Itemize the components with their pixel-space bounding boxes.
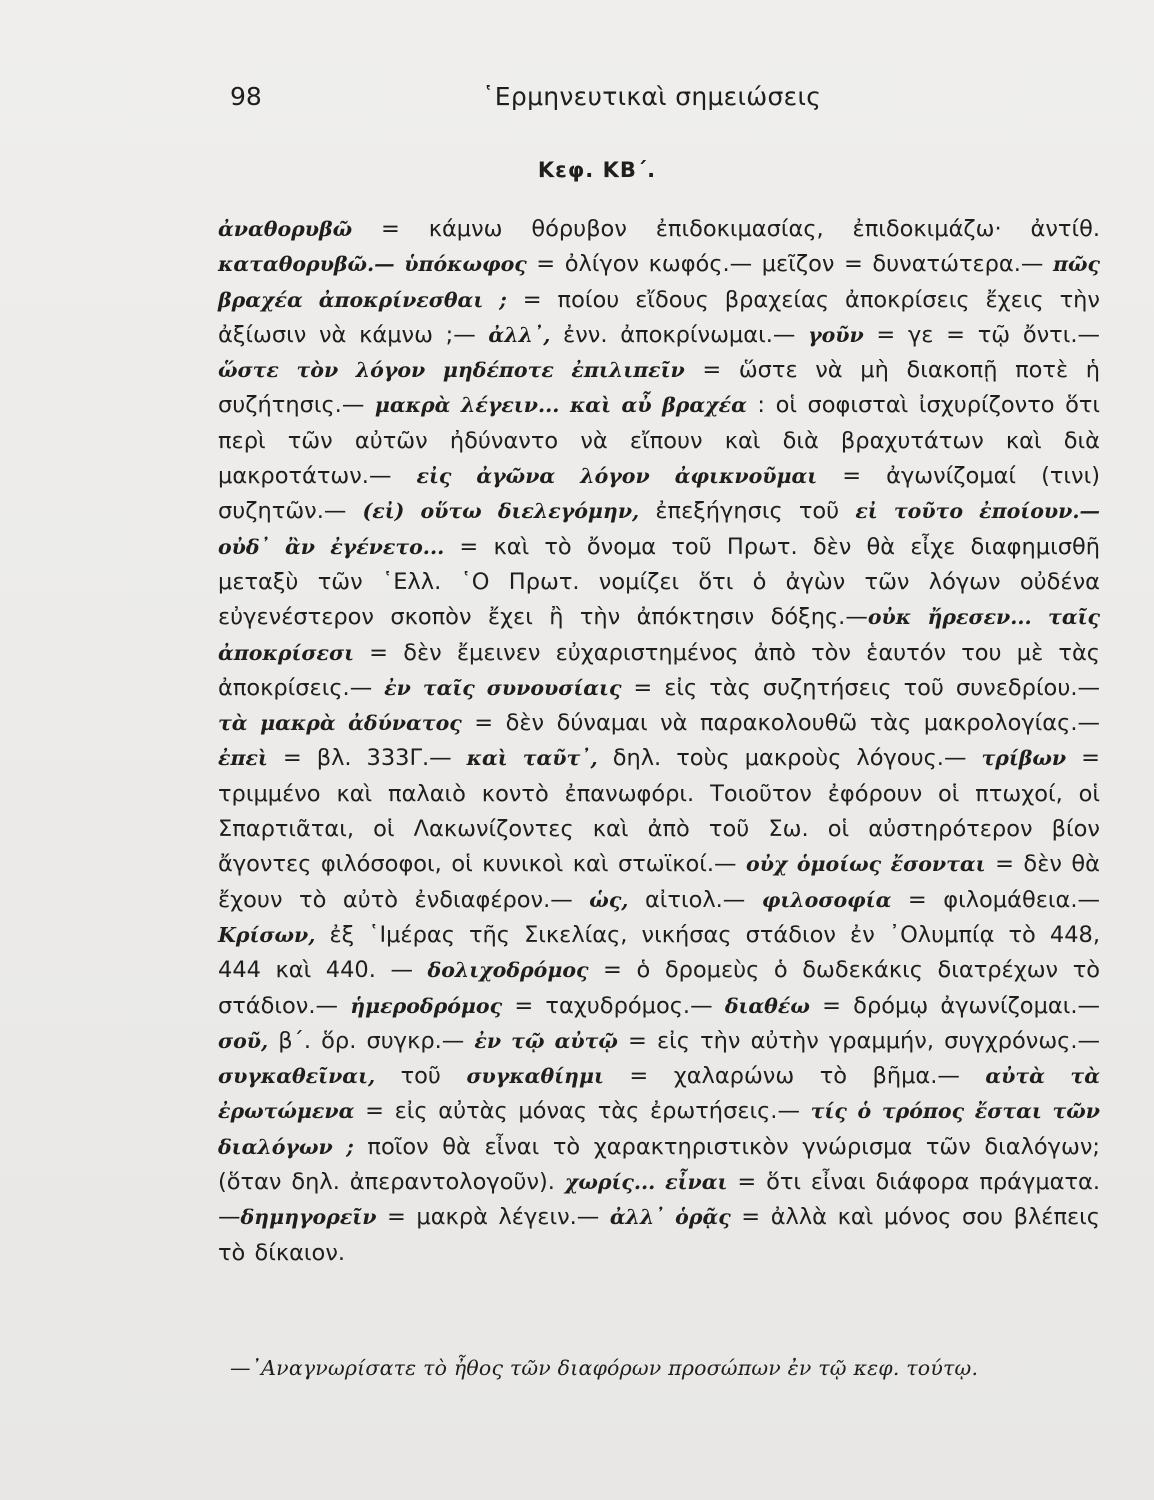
lemma-term: ἀλλ᾽ ὁρᾷς: [609, 1205, 731, 1230]
commentary-text: [218, 212, 1100, 1271]
lemma-gloss: = φιλομάθεια.—: [891, 886, 1100, 913]
lemma-term: πῶς βραχέα ἀποκρίνεσθαι ;: [218, 252, 1100, 312]
lemma-gloss: = δὲν ἔμεινεν εὐχαριστημένος ἀπὸ τὸν ἑαυτόν του μὲ τὰς ἀποκρίσεις.—: [218, 639, 1100, 701]
lemma-term: ἀναθορυβῶ: [218, 217, 353, 241]
lemma-term: οὐδ᾽ ἂν ἐγένετο...: [218, 534, 445, 559]
lemma-gloss: = τριμμένο καὶ παλαιὸ κοντὸ ἐπανωφόρι. Τοιοῦτον ἐφόρουν οἱ πτωχοί, οἱ Σπαρτιᾶται, οἱ Λακωνίζοντες καὶ ἀπὸ τοῦ Σω. οἱ αὐστηρότερον βίον ἄγοντες φιλόσοφοι, οἱ κυνικοὶ καὶ στωϊκοί.—: [218, 745, 1101, 878]
page-number: 98: [230, 82, 262, 111]
chapter-heading: Κεφ. ΚΒ΄.: [537, 158, 657, 182]
lemma-gloss: = εἰς αὐτὰς μόνας τὰς ἐρωτήσεις.—: [354, 1098, 811, 1125]
lemma-term: εἰ τοῦτο ἐποίουν.—: [855, 499, 1100, 524]
lemma-gloss: = εἰς τὴν αὐτὴν γραμμήν, συγχρόνως.—: [617, 1027, 1101, 1054]
lemma-gloss: = γε = τῷ ὄντι.—: [863, 321, 1100, 348]
lemma-term: δολιχοδρόμος: [427, 958, 589, 983]
lemma-term: ὥστε τὸν λόγον μηδέποτε ἐπιλιπεῖν: [218, 358, 685, 383]
lemma-term: σοῦ,: [218, 1028, 269, 1053]
lemma-term: εἰς ἀγῶνα λόγον ἀφικνοῦμαι: [416, 464, 818, 489]
lemma-term: αὐτὰ τὰ ἐρωτώμενα: [218, 1064, 1100, 1124]
lemma-term: ἐπεὶ: [218, 746, 268, 771]
lemma-term: γοῦν: [808, 322, 864, 347]
lemma-term: συγκαθίημι: [466, 1064, 604, 1089]
lemma-term: τρίβων: [981, 746, 1067, 771]
lemma-gloss: : οἱ σοφισταὶ ἰσχυρίζοντο ὅτι περὶ τῶν αὐτῶν ἠδύναντο νὰ εἴπουν καὶ διὰ βραχυτάτων καὶ διὰ μακροτάτων.—: [218, 392, 1100, 490]
lemma-term: Κρίσων,: [218, 922, 316, 947]
lemma-term: συγκαθεῖναι,: [218, 1064, 376, 1089]
lemma-gloss: [395, 251, 405, 277]
lemma-term: δημηγορεῖν: [240, 1205, 377, 1230]
lemma-gloss: = ταχυδρόμος.—: [502, 992, 725, 1019]
running-title: ῾Ερμηνευτικαὶ σημειώσεις: [482, 82, 822, 111]
lemma-gloss: = καὶ τὸ ὄνομα τοῦ Πρωτ. δὲν θὰ εἶχε διαφημισθῆ μεταξὺ τῶν ῾Ελλ. ῾Ο Πρωτ. νομίζει ὅτι ὁ ἀγὼν τῶν λόγων οὐδένα εὐγενέστερον σκοπὸν ἔχει ἢ τὴν ἀπόκτησιν δόξης.—: [218, 533, 1100, 631]
lemma-term: μακρὰ λέγειν... καὶ αὖ βραχέα: [374, 393, 747, 418]
lemma-gloss: ποῖον θὰ εἶναι τὸ χαρακτηριστικὸν γνώρισμα τῶν διαλόγων; (ὅταν δηλ. ἀπεραντολογοῦν).: [218, 1133, 1100, 1196]
lemma-gloss: = εἰς τὰς συζητήσεις τοῦ συνεδρίου.—: [621, 674, 1100, 701]
lemma-gloss: β΄. ὅρ. συγκρ.—: [268, 1027, 475, 1054]
lemma-gloss: = ὥστε νὰ μὴ διακοπῇ ποτὲ ἡ συζήτησις.—: [218, 357, 1101, 419]
lemma-term: ἀλλ᾽,: [488, 322, 551, 347]
lemma-term: ὑπόκωφος: [404, 252, 527, 277]
lemma-term: οὐχ ὁμοίως ἔσονται: [746, 852, 986, 877]
lemma-term: καταθορυβῶ.—: [218, 252, 395, 277]
lemma-term: οὐκ ἤρεσεν... ταῖς ἀποκρίσεσι: [218, 605, 1100, 665]
lemma-gloss: = ὁ δρομεὺς ὁ δωδεκάκις διατρέχων τὸ στάδιον.—: [218, 957, 1101, 1019]
lemma-gloss: = δὲν δύναμαι νὰ παρακολουθῶ τὰς μακρολογίας.—: [461, 710, 1100, 737]
lemma-gloss: = ἀγωνίζομαί (τινι) συζητῶν.—: [218, 463, 1100, 525]
lemma-term: διαθέω: [724, 993, 810, 1018]
lemma-term: ἡμεροδρόμος: [350, 993, 503, 1018]
lemma-gloss: τοῦ: [375, 1063, 467, 1090]
lemma-term: ἐν ταῖς συνουσίαις: [384, 675, 622, 700]
lemma-gloss: = ὅτι εἶναι διάφορα πράγματα.—: [218, 1169, 1101, 1231]
lemma-gloss: = μακρὰ λέγειν.—: [376, 1204, 610, 1231]
lemma-gloss: = δὲν θὰ ἔχουν τὸ αὐτὸ ἐνδιαφέρον.—: [218, 851, 1101, 913]
lemma-term: τίς ὁ τρόπος ἔσται τῶν διαλόγων ;: [218, 1099, 1100, 1159]
lemma-gloss: = χαλαρώνω τὸ βῆμα.—: [603, 1063, 986, 1090]
lemma-term: (εἰ) οὕτω διελεγόμην,: [362, 499, 640, 524]
lemma-term: τὰ μακρὰ ἀδύνατος: [218, 711, 462, 736]
lemma-term: ὡς,: [589, 887, 629, 912]
lemma-term: φιλοσοφία: [761, 887, 892, 912]
lemma-gloss: = κάμνω θόρυβον ἐπιδοκιμασίας, ἐπιδοκιμάζω· ἀντίθ.: [352, 216, 1100, 242]
lemma-gloss: = βλ. 333Γ.—: [267, 745, 467, 772]
lemma-gloss: αἰτιολ.—: [628, 886, 762, 913]
lemma-gloss: = δρόμῳ ἀγωνίζομαι.—: [809, 992, 1100, 1019]
lemma-gloss: δηλ. τοὺς μακροὺς λόγους.—: [597, 745, 982, 772]
lemma-gloss: = ποίου εἴδους βραχείας ἀποκρίσεις ἔχεις τὴν ἀξίωσιν νὰ κάμνω ;—: [218, 286, 1100, 348]
lemma-gloss: = ὀλίγον κωφός.— μεῖζον = δυνατώτερα.—: [526, 251, 1053, 278]
lemma-term: καὶ ταῦτ᾽,: [466, 746, 598, 771]
page-header: [230, 82, 854, 122]
lemma-gloss: ἐπεξήγησις τοῦ: [639, 498, 856, 525]
lemma-gloss: = ἀλλὰ καὶ μόνος σου βλέπεις τὸ δίκαιον.: [218, 1204, 1100, 1266]
lemma-term: χωρίς... εἶναι: [564, 1170, 728, 1195]
lemma-gloss: ἐξ ῾Ιμέρας τῆς Σικελίας, νικήσας στάδιον ἐν ᾽Ολυμπίᾳ τὸ 448, 444 καὶ 440. —: [218, 921, 1100, 984]
lemma-gloss: ἐνν. ἀποκρίνωμαι.—: [550, 321, 809, 348]
lemma-term: ἐν τῷ αὐτῷ: [474, 1028, 618, 1053]
exercise-note: —᾽Αναγνωρίσατε τὸ ἦθος τῶν διαφόρων προσώπων ἐν τῷ κεφ. τούτῳ.: [230, 1356, 979, 1380]
